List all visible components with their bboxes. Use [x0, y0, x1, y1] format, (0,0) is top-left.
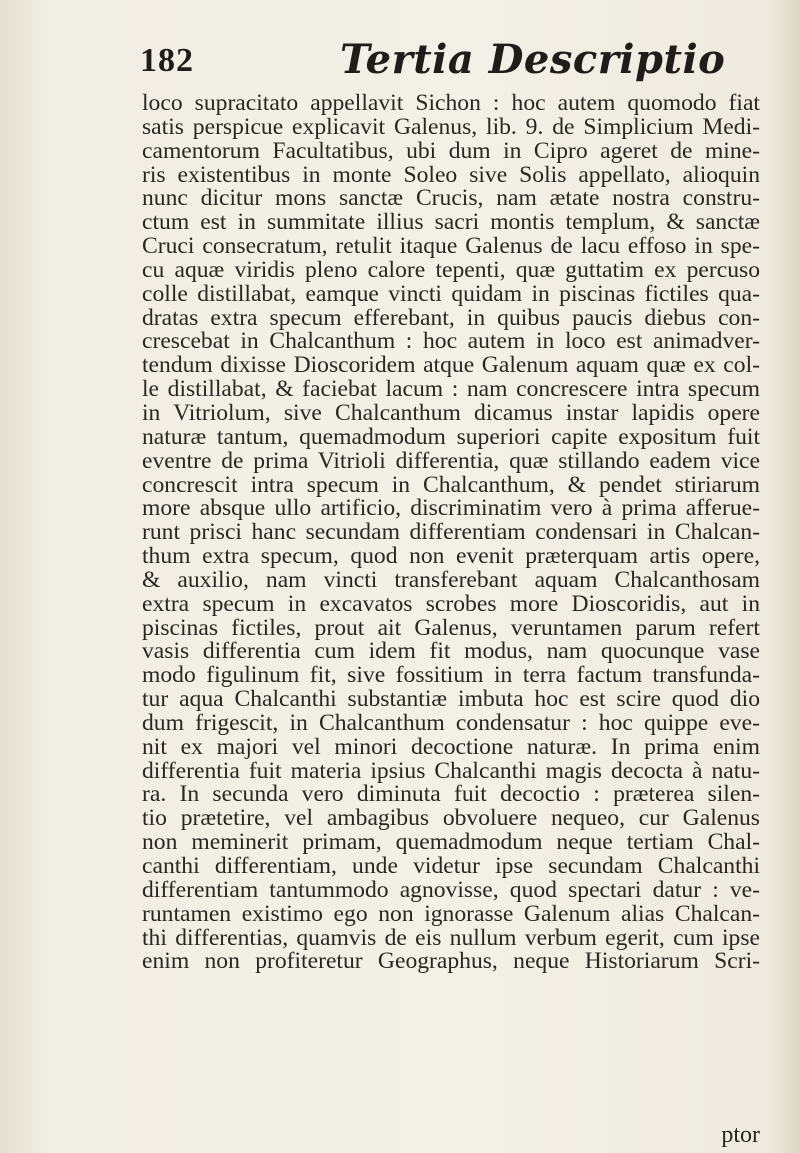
- text-line: naturæ tantum, quemadmodum superiori capite expositum fuit: [142, 425, 760, 450]
- text-line: vasis differentia cum idem fit modus, nam quocunque vase: [142, 640, 760, 665]
- text-line: runt prisci hanc secundam differentiam condensari in Chalcan-: [142, 521, 760, 546]
- text-line: dum frigescit, in Chalcanthum condensatur : hoc quippe eve-: [142, 711, 760, 736]
- text-line: cu aquæ viridis pleno calore tepenti, quæ guttatim ex percuso: [142, 258, 760, 283]
- text-line: differentia fuit materia ipsius Chalcanthi magis decocta à natu-: [142, 759, 760, 784]
- text-line: in Vitriolum, sive Chalcanthum dicamus instar lapidis opere: [142, 401, 760, 426]
- text-line: modo figulinum fit, sive fossitium in terra factum transfunda-: [142, 664, 760, 689]
- text-line: loco supracitato appellavit Sichon : hoc autem quomodo fiat: [142, 92, 760, 116]
- text-line: more absque ullo artificio, discriminatim vero à prima afferue-: [142, 497, 760, 522]
- text-line: canthi differentiam, unde videtur ipse secundam Chalcanthi: [142, 855, 760, 879]
- text-line: satis perspicue explicavit Galenus, lib. 9. de Simplicium Medi-: [142, 115, 760, 140]
- text-line: colle distillabat, eamque vincti quidam in piscinas fictiles qua-: [142, 282, 760, 307]
- text-line: ctum est in summitate illius sacri montis templum, & sanctæ: [142, 211, 760, 236]
- text-line: concrescit intra specum in Chalcanthum, & pendet stiriarum: [142, 473, 760, 498]
- text-line: tur aqua Chalcanthi substantiæ imbuta hoc est scire quod dio: [142, 688, 760, 712]
- text-line: non meminerit primam, quemadmodum neque tertiam Chal-: [142, 831, 760, 855]
- text-line: enim non profiteretur Geographus, neque Historiarum Scri-: [142, 950, 760, 975]
- page-number: 182: [140, 42, 194, 79]
- text-line: differentiam tantummodo agnovisse, quod spectari datur : ve-: [142, 878, 760, 903]
- catchword: ptor: [721, 1122, 760, 1148]
- text-line: nunc dicitur mons sanctæ Crucis, nam ætate nostra constru-: [142, 187, 760, 212]
- text-line: extra specum in excavatos scrobes more Dioscoridis, aut in: [142, 592, 760, 617]
- text-line: tendum dixisse Dioscoridem atque Galenum aquam quæ ex col-: [142, 354, 760, 379]
- text-line: crescebat in Chalcanthum : hoc autem in loco est animadver-: [142, 330, 760, 355]
- text-line: dratas extra specum efferebant, in quibus paucis diebus con-: [142, 306, 760, 331]
- text-line: le distillabat, & faciebat lacum : nam concrescere intra specum: [142, 378, 760, 402]
- page-header: [140, 28, 760, 90]
- body-text: [142, 92, 760, 974]
- text-line: & auxilio, nam vincti transferebant aquam Chalcanthosam: [142, 568, 760, 593]
- text-line: piscinas fictiles, prout ait Galenus, veruntamen parum refert: [142, 616, 760, 641]
- text-line: eventre de prima Vitrioli differentia, quæ stillando eadem vice: [142, 449, 760, 474]
- text-line: tio prætetire, vel ambagibus obvoluere nequeo, cur Galenus: [142, 807, 760, 832]
- text-line: nit ex majori vel minori decoctione naturæ. In prima enim: [142, 735, 760, 760]
- running-title: Tertia Descriptio: [340, 36, 726, 83]
- text-line: Cruci consecratum, retulit itaque Galenus de lacu effoso in spe-: [142, 235, 760, 259]
- text-line: thum extra specum, quod non evenit præterquam artis opere,: [142, 545, 760, 569]
- text-line: thi differentias, quamvis de eis nullum verbum egerit, cum ipse: [142, 926, 760, 951]
- text-line: ris existentibus in monte Soleo sive Solis appellato, alioquin: [142, 163, 760, 188]
- text-line: ra. In secunda vero diminuta fuit decoctio : præterea silen-: [142, 783, 760, 808]
- text-line: runtamen existimo ego non ignorasse Galenum alias Chalcan-: [142, 902, 760, 927]
- text-line: camentorum Facultatibus, ubi dum in Cipro ageret de mine-: [142, 139, 760, 164]
